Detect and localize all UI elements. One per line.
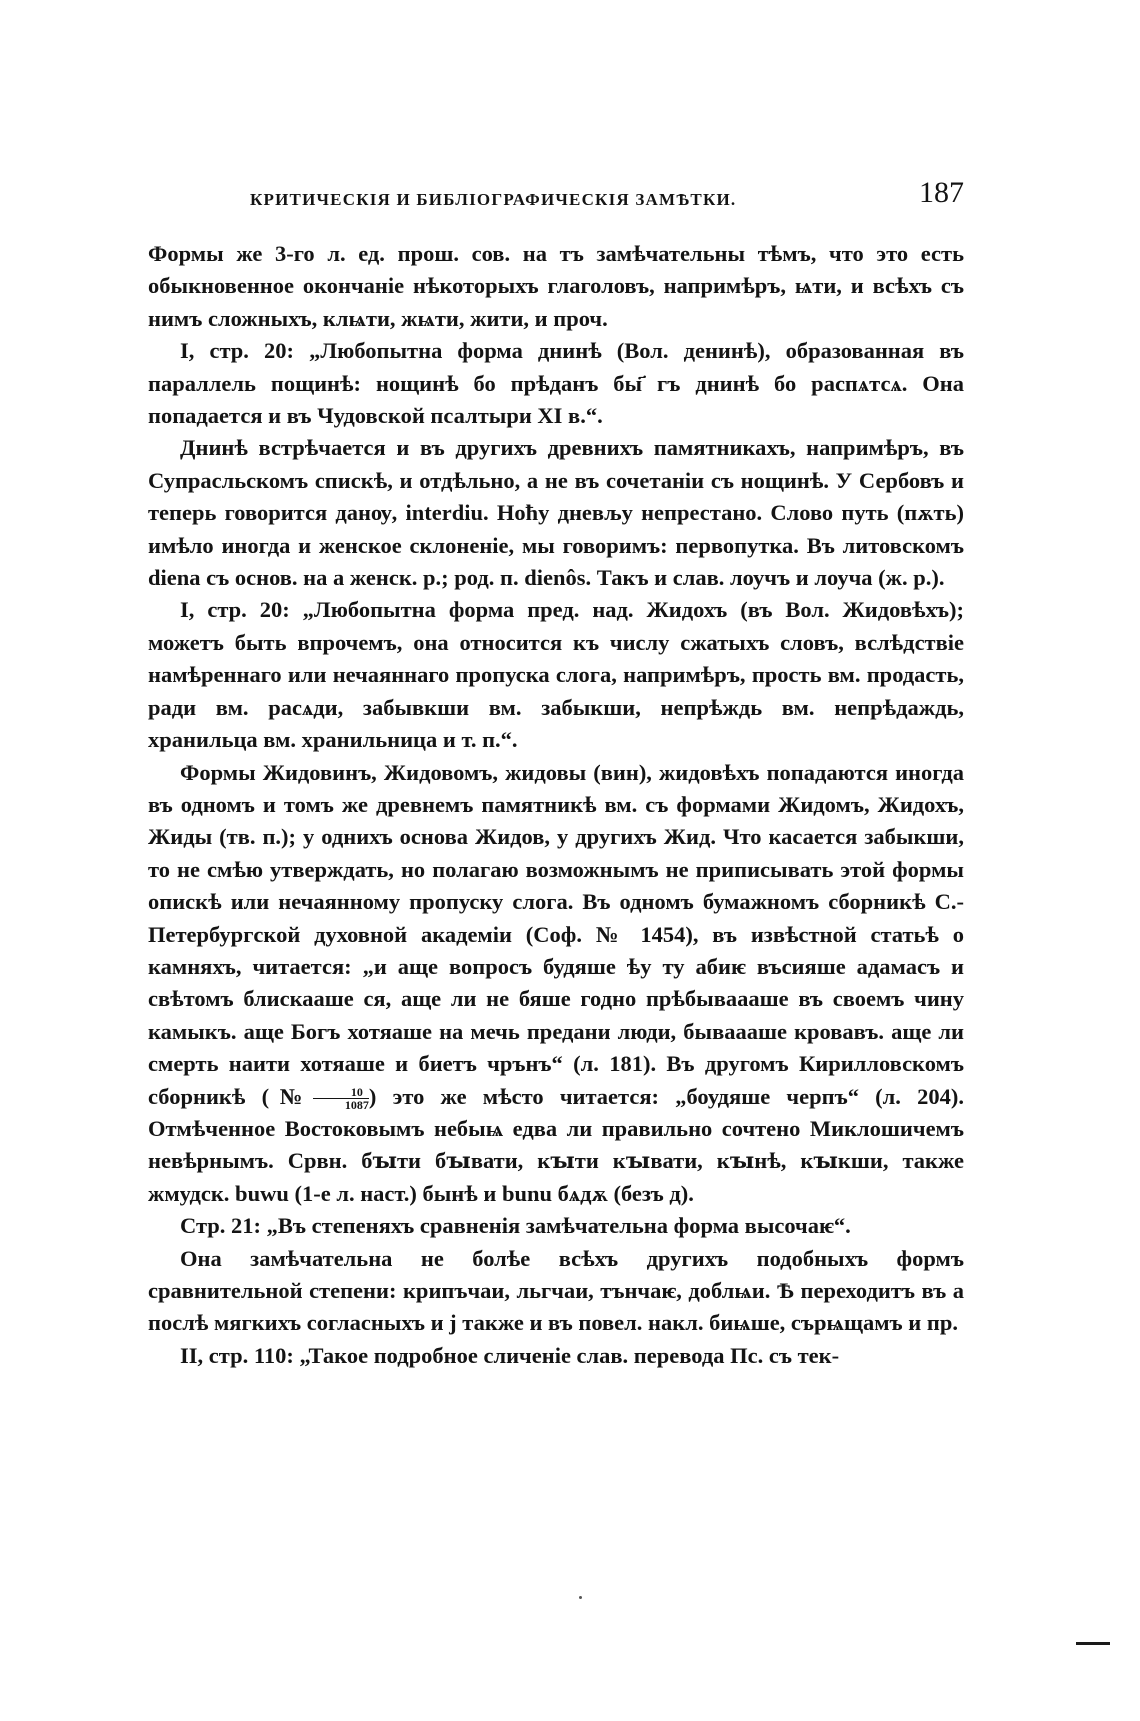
paragraph-8: II, стр. 110: „Такое подробное сличеніе слав. перевода Пс. съ тек- <box>180 1342 840 1368</box>
page-header <box>166 176 964 216</box>
body-text <box>148 238 964 1372</box>
page-number: 187 <box>919 176 964 209</box>
paragraph-3: Днинѣ встрѣчается и въ другихъ древнихъ памятникахъ, напримѣръ, въ Супрасльскомъ спискѣ, и отдѣльно, а не въ сочетаніи съ нощинѣ. У Сербовъ и теперь говорится данѹ, interdiu. Ноћу дневљу непрестано. Слово путь (пѫть) имѣло иногда и женское склоненіе, мы говоримъ: первопутка. Въ литовскомъ diena съ основ. на а женск. р.; род. п. dienôs. Такъ и слав. лоучъ и лоуча (ж. р.). <box>148 435 964 591</box>
paragraph-1: Формы же 3-го л. ед. прош. сов. на тъ замѣчательны тѣмъ, что это есть обыкновенное окончаніе нѣкоторыхъ глаголовъ, напримѣръ, ѩти, и всѣхъ съ нимъ сложныхъ, клѩти, жѩти, жити, и проч. <box>148 241 964 331</box>
paragraph-5-text: Формы Жидовинъ, Жидовомъ, жидовы (вин), жидовѣхъ попадаются иногда въ одномъ и томъ же древнемъ памятникѣ вм. съ формами Жидомъ, Жидохъ, Жиды (тв. п.); у однихъ основа Жидов, у другихъ Жид. Что касается забыкши, то не смѣю утверждать, но полагаю возможнымъ не приписывать этой формы опискѣ или нечаянному пропуску слога. Въ одномъ бумажномъ сборникѣ С.-Петербургской духовной академіи (Соф. № 1454), въ извѣстной статьѣ о камняхъ, читается: „и аще вопросъ будяше ѣу ту абиѥ въсияше адамасъ и свѣтомъ блискааше ся, аще ли не бяше годно прѣбываааше въ своемъ чину камыкъ. аще Богъ хотяаше на мечь предани люди, бываааше кровавъ. аще ли смерть наити хотяаше и биетъ чрънъ“ (л. 181). Въ другомъ Кирилловскомъ сборникѣ (№ <box>148 759 964 1109</box>
fraction-denominator: 1087 <box>344 1097 369 1112</box>
running-head: КРИТИЧЕСКІЯ И БИБЛІОГРАФИЧЕСКІЯ ЗАМѢТКИ. <box>250 190 737 209</box>
paragraph-5 <box>148 757 964 1211</box>
paragraph-5-tail: ) это же мѣсто читается: „боудяше черпъ“ (л. 204). Отмѣченное Востоковымъ небыѩ едва ли правильно сочтено Миклошичемъ невѣрнымъ. Срвн. бꙑти бꙑвати, кꙑти кꙑвати, кꙑнѣ, кꙑкши, также жмудск. buwu (1-е л. наст.) бынѣ и bunu бѧдѫ (безъ д). <box>148 1083 964 1206</box>
print-speck <box>579 1596 582 1599</box>
paragraph-2: I, стр. 20: „Любопытна форма днинѣ (Вол. денинѣ), образованная въ параллель пощинѣ: нощинѣ бо прѣданъ бы҃ гъ днинѣ бо распѧтсѧ. Она попадается и въ Чудовской псалтыри XI в.“. <box>148 338 964 429</box>
manuscript-number-fraction <box>313 1086 369 1111</box>
margin-dash <box>1076 1642 1110 1645</box>
fraction-numerator: 10 <box>313 1086 369 1099</box>
paragraph-6: Стр. 21: „Въ степеняхъ сравненія замѣчательна форма высочаѥ“. <box>180 1213 851 1239</box>
paragraph-4: I, стр. 20: „Любопытна форма пред. над. Жидохъ (въ Вол. Жидовѣхъ); можетъ быть впрочемъ, она относится къ числу сжатыхъ словъ, вслѣдствіе намѣреннаго или нечаяннаго пропуска слога, напримѣръ, прость вм. продасть, ради вм. расѧди, забывкши вм. забыкши, непрѣждь вм. непрѣдаждь, хранильца вм. хранильница и т. п.“. <box>148 597 964 753</box>
paragraph-7: Она замѣчательна не болѣе всѣхъ другихъ подобныхъ формъ сравнительной степени: крипъчаи, льгчаи, тънчаѥ, доблѩи. Ѣ переходитъ въ а послѣ мягкихъ согласныхъ и j также и въ повел. накл. биѩше, сърѩщамъ и пр. <box>148 1245 964 1336</box>
